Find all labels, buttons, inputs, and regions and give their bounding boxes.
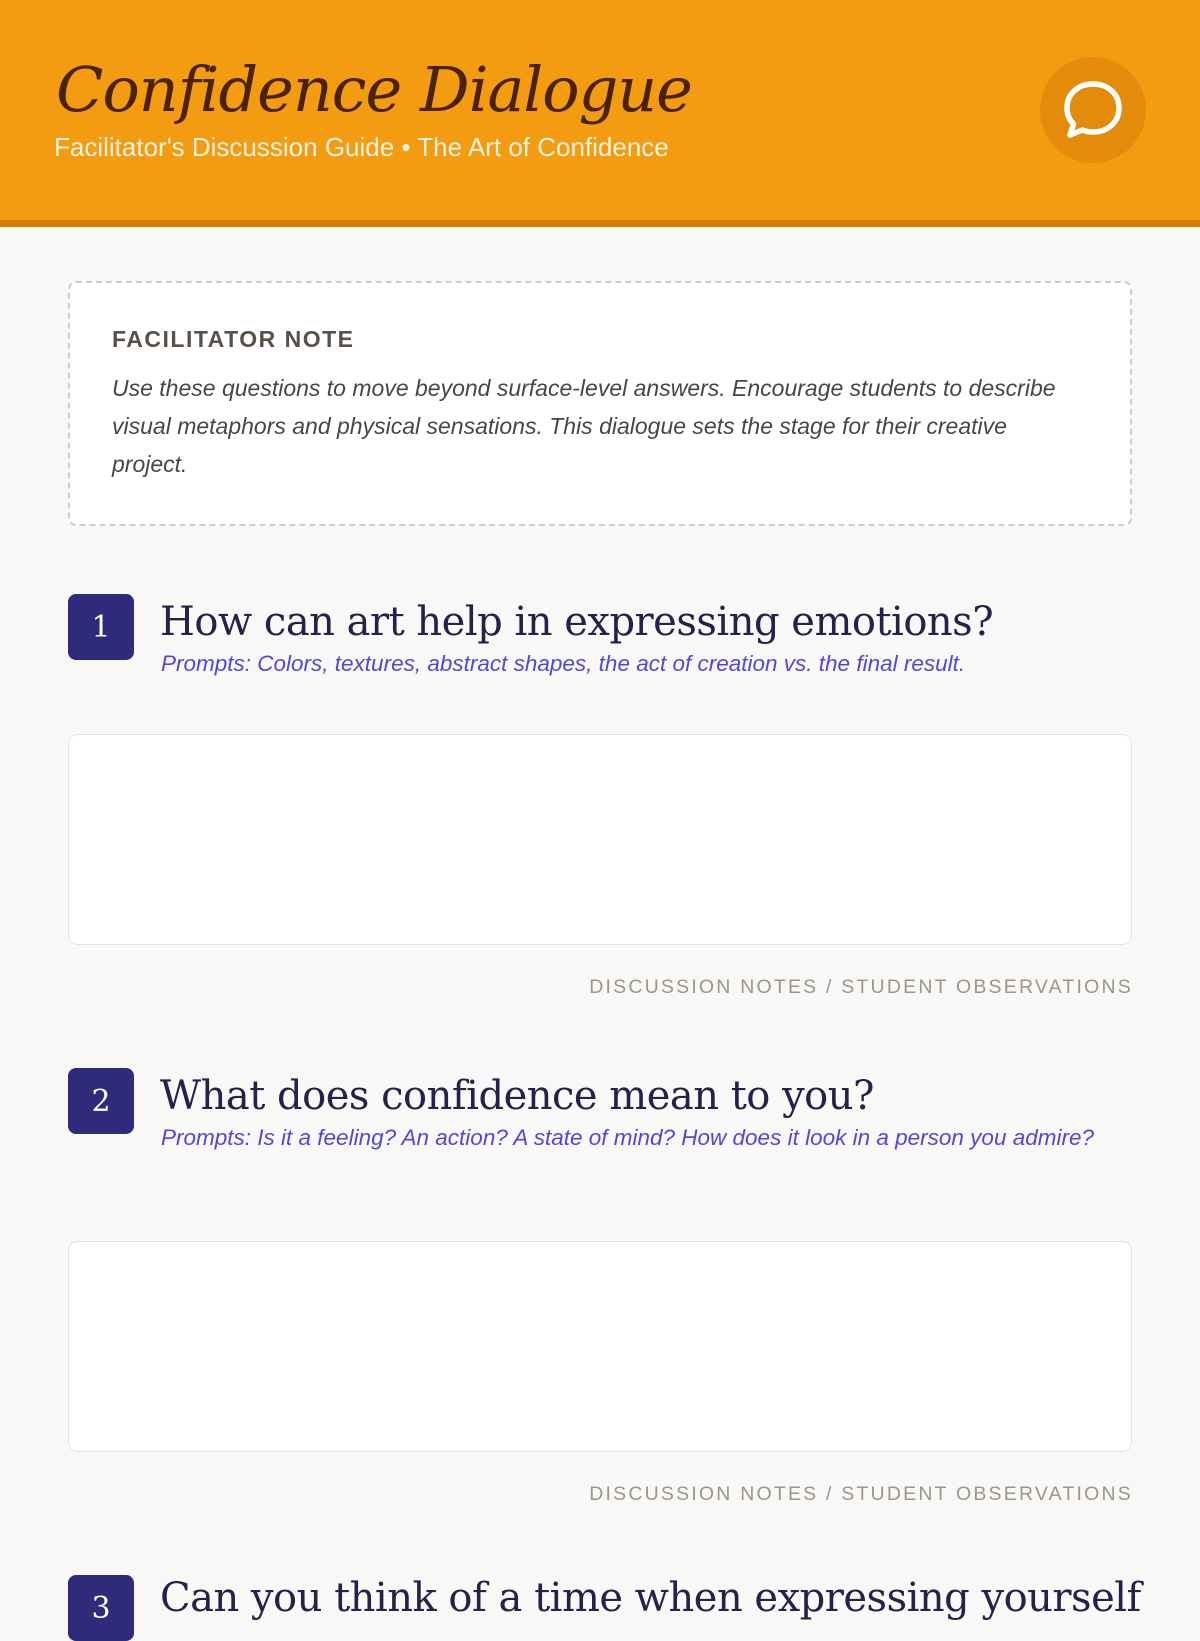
discussion-notes-caption: DISCUSSION NOTES / STUDENT OBSERVATIONS xyxy=(589,1483,1133,1505)
discussion-notes-field[interactable] xyxy=(68,734,1132,945)
question-number-badge: 3 xyxy=(68,1575,134,1641)
chat-bubble-icon xyxy=(1061,78,1125,142)
facilitator-note-text: Use these questions to move beyond surface-level answers. Encourage students to describe visual metaphors and physical sensations. This dialogue sets the stage for their creative project. xyxy=(112,375,1056,477)
question-title: What does confidence mean to you? xyxy=(160,1073,874,1119)
question-number-badge: 2 xyxy=(68,1068,134,1134)
question-title: Can you think of a time when expressing yourself xyxy=(160,1575,1141,1621)
facilitator-note xyxy=(68,281,1132,526)
question-number-badge: 1 xyxy=(68,594,134,660)
question-prompt: Prompts: Colors, textures, abstract shapes, the act of creation vs. the final result. xyxy=(161,651,966,676)
page-title: Confidence Dialogue xyxy=(56,53,692,126)
page-header xyxy=(0,0,1200,227)
page-subtitle: Facilitator's Discussion Guide • The Art of Confidence xyxy=(54,132,669,162)
question-prompt: Prompts: Is it a feeling? An action? A state of mind? How does it look in a person you admire? xyxy=(161,1125,1094,1150)
discussion-notes-caption: DISCUSSION NOTES / STUDENT OBSERVATIONS xyxy=(589,976,1133,998)
chat-button[interactable] xyxy=(1040,57,1146,163)
discussion-notes-field[interactable] xyxy=(68,1241,1132,1452)
facilitator-note-heading: FACILITATOR NOTE xyxy=(112,326,355,352)
question-title: How can art help in expressing emotions? xyxy=(160,599,994,645)
